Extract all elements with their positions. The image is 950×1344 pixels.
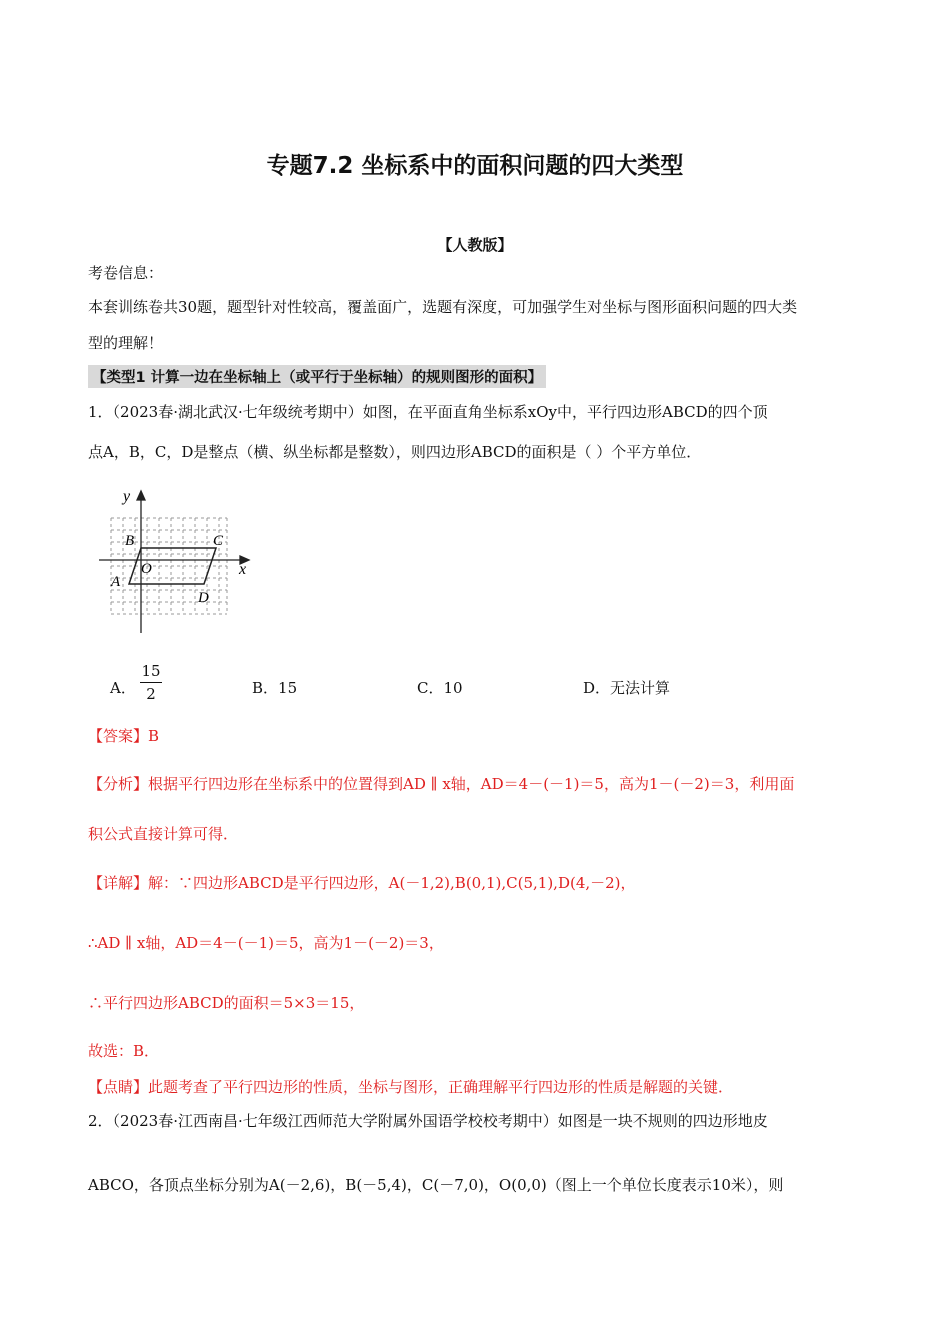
- exam-info-label: 考卷信息：: [88, 264, 164, 282]
- q2-line-1: 2．（2023春·江西南昌·七年级江西师范大学附属外国语学校校考期中）如图是一块不规则的四边形地皮: [88, 1112, 768, 1130]
- option-a-fraction: [140, 662, 162, 703]
- label-b: B: [125, 533, 135, 549]
- intro-line-2: 型的理解！: [88, 334, 164, 352]
- q2-line-2: ABCO，各顶点坐标分别为A(－2,6)，B(－5,4)，C(－7,0)，O(0,0)（图上一个单位长度表示10米），则: [88, 1176, 784, 1194]
- label-c: C: [213, 533, 224, 549]
- option-d: D．无法计算: [583, 679, 671, 697]
- label-d: D: [198, 590, 209, 606]
- q1-analysis-line-2: 积公式直接计算可得．: [88, 825, 239, 843]
- option-b: B．15: [252, 679, 298, 697]
- q1-detail-line-3: ∴平行四边形ABCD的面积＝5×3＝15，: [88, 994, 365, 1012]
- label-y: y: [123, 488, 131, 505]
- q1-figure: [95, 485, 265, 640]
- edition-label: 【人教版】: [437, 236, 513, 254]
- page-title: 专题7.2 坐标系中的面积问题的四大类型: [266, 153, 684, 179]
- option-c: C．10: [417, 679, 463, 697]
- label-o: O: [141, 561, 152, 577]
- q1-comment: 【点睛】此题考查了平行四边形的性质，坐标与图形，正确理解平行四边形的性质是解题的关键．: [88, 1078, 734, 1096]
- option-a-label: A．: [110, 679, 136, 697]
- q1-detail-line-2: ∴AD ∥ x轴，AD＝4－(－1)＝5，高为1－(－2)＝3，: [88, 934, 444, 952]
- option-a-denominator: 2: [146, 685, 156, 703]
- q1-choice: 故选：B．: [88, 1042, 160, 1060]
- intro-line-1: 本套训练卷共30题，题型针对性较高，覆盖面广，选题有深度，可加强学生对坐标与图形面积问题的四大类: [88, 298, 798, 316]
- q1-detail-line-1: 【详解】解：∵四边形ABCD是平行四边形，A(－1,2),B(0,1),C(5,1),D(4,－2)，: [88, 874, 636, 892]
- y-axis-arrow-icon: [137, 491, 145, 500]
- fraction-bar: [140, 682, 162, 683]
- q1-analysis-line-1: 【分析】根据平行四边形在坐标系中的位置得到AD ∥ x轴，AD＝4－(－1)＝5，高为1－(－2)＝3，利用面: [88, 775, 795, 793]
- q1-line-1: 1．（2023春·湖北武汉·七年级统考期中）如图，在平面直角坐标系xOy中，平行四边形ABCD的四个顶: [88, 403, 768, 421]
- option-a-numerator: 15: [141, 662, 161, 680]
- q1-answer: 【答案】B: [88, 727, 160, 745]
- label-a: A: [111, 574, 121, 590]
- type1-heading: 【类型1 计算一边在坐标轴上（或平行于坐标轴）的规则图形的面积】: [88, 365, 546, 388]
- q1-line-2: 点A，B，C，D是整点（横、纵坐标都是整数），则四边形ABCD的面积是（ ）个平方单位．: [88, 443, 702, 461]
- label-x: x: [239, 561, 247, 578]
